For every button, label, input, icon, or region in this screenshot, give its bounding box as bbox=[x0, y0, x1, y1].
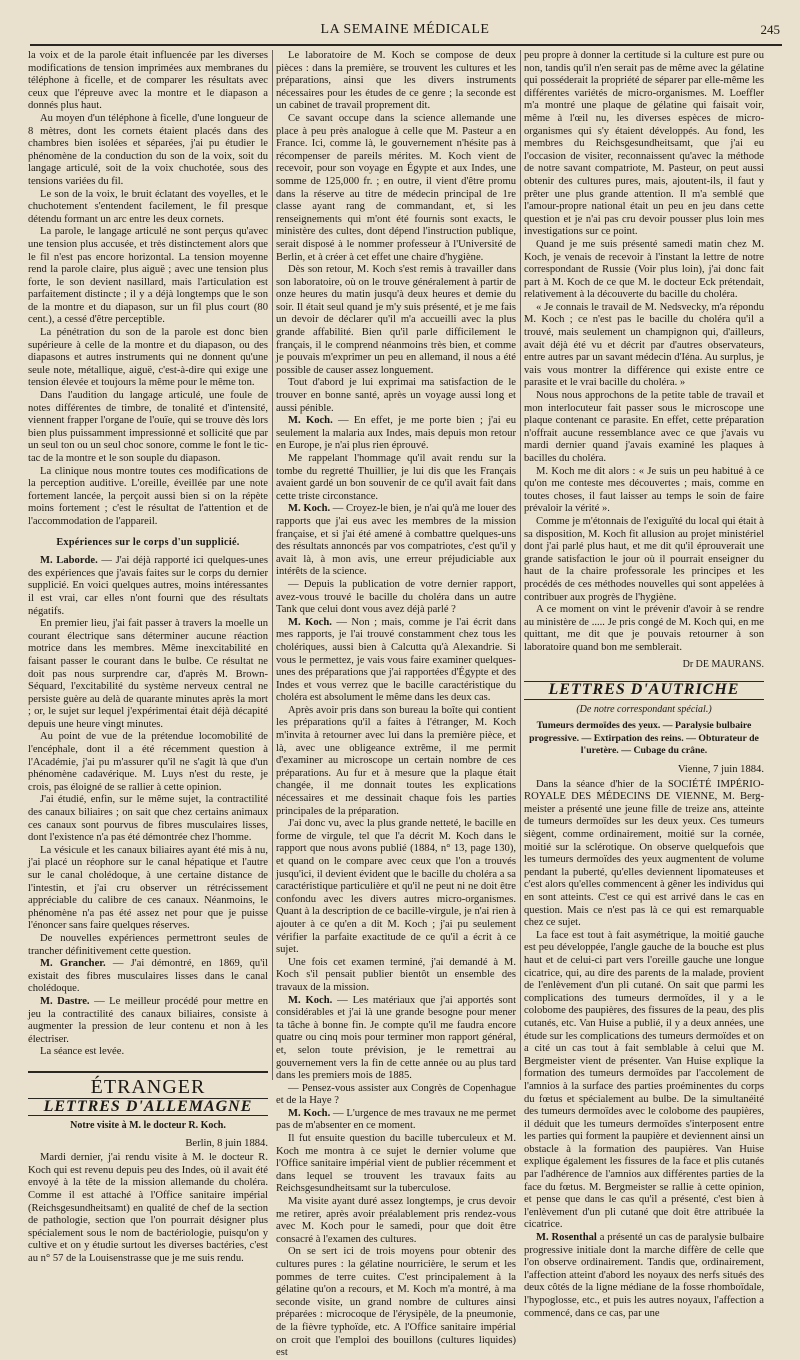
section-subheading: Expériences sur le corps d'un supplicié. bbox=[56, 536, 240, 548]
paragraph: — Pensez-vous assister aux Congrès de Copenhague et de la Haye ? bbox=[276, 1082, 516, 1107]
paragraph: Au moyen d'un téléphone à ficelle, d'une longueur de 8 mètres, dont les cornets étaient placés dans des chambres bien isolées et séparées, j'ai pu étudier le phénomène de la conduction du son de la voix, soit du langage articulé, soit de la voix chuchotée, sous des tensions variées du fil. bbox=[28, 112, 268, 187]
column-divider bbox=[520, 50, 521, 1080]
paragraph bbox=[276, 1108, 516, 1133]
paragraph: Ma visite ayant duré assez longtemps, je crus devoir me retirer, après avoir préalablement pris rendez-vous avec M. Koch pour le samedi, pour que doit être consacré à l'examen des cultures. bbox=[276, 1196, 516, 1245]
paragraph: Il fut ensuite question du bacille tuberculeux et M. Koch me montra à ce sujet le dernier volume que l'Office sanitaire impérial vient de publier récemment et dans lequel se trouvent les travaux faits au Reichsgesundheitsamt sur la tuberculose. bbox=[276, 1133, 516, 1195]
journal-title: LA SEMAINE MÉDICALE bbox=[320, 22, 490, 37]
paragraph: Dans l'audition du langage articulé, une foule de notes différentes de timbre, de tonalité et d'intensité, viennent frapper l'organe de l'ouïe, qui se trouve dès lors bien plus puissamment impressionné et sollicité que par un seul ton ou un seul choc sonore, comme le font le tic-tac de la montre et le son souple du diapason. bbox=[28, 390, 268, 464]
paragraph: Le laboratoire de M. Koch se compose de deux pièces : dans la première, se trouvent les cultures et les préparations, ainsi que les divers instruments nécessaires pour les études de ce genre ; la seconde est un cabinet de travail proprement dit. bbox=[276, 50, 516, 112]
column-1 bbox=[28, 50, 268, 1265]
paragraph: De nouvelles expériences permettront seules de trancher définitivement cette question. bbox=[28, 932, 268, 957]
paragraph: Tout d'abord je lui exprimai ma satisfaction de le trouver en bonne santé, après un voyage aussi long et aussi pénible. bbox=[276, 377, 516, 414]
speaker: M. Grancher. bbox=[40, 958, 106, 970]
paragraph: En premier lieu, j'ai fait passer à travers la moelle un courant électrique sans déterminer aucune réaction motrice dans les membres. Même inexcitabilité en faisant passer le courant dans le bulbe. Ce résultat ne doit pas nous surprendre car, d'après M. Brown-Séquard, l'excitabilité du système nerveux central ne persiste guère au delà de quarante minutes après la mort ; or, le sujet sur lequel j'expérimentai était déjà décapité depuis une heure vingt minutes. bbox=[28, 618, 268, 730]
paragraph-text: a présenté un cas de paralysie bulbaire progressive initiale dont la marche diffère de celle que l'on observe ordinairement. Tandis que, ordinairement, l'affection atteint d'abord les noyaux des nerfs situés des deux côtés de la ligne médiane de la fosse rhomboïdale, l'hypoglosse, etc., et puis les autres noyaux, l'affection a commencé, dans ce cas, par une bbox=[524, 1232, 764, 1319]
paragraph: Mardi dernier, j'ai rendu visite à M. le docteur R. Koch qui est revenu depuis peu des Indes, où il avait été envoyé à la tête de la mission allemande du choléra. Comme il est attaché à l'Office sanitaire impérial (Reichsgesundheitsamt) en qualité de chef de la section de pathologie, section que l'on pourrait désigner plus spécialement sous le nom de bactériologie, puisqu'on y cultive et on y étudie surtout les diverses bactéries, c'est au n° 57 de la Louisenstrasse que je me suis rendu. bbox=[28, 1152, 268, 1265]
paragraph bbox=[28, 555, 268, 618]
speaker: M. Koch. bbox=[288, 1107, 331, 1119]
speaker: M. Koch. bbox=[288, 994, 333, 1006]
dateline: Vienne, 7 juin 1884. bbox=[677, 764, 764, 776]
paragraph-text: — En effet, je me porte bien ; j'ai eu seulement la malaria aux Indes, mais depuis mon retour en Europe, je n'ai plus rien éprouvé. bbox=[276, 415, 516, 452]
paragraph: peu propre à donner la certitude si la culture est pure ou non, tandis qu'il n'en serait pas de même avec la gélatine qui posséderait la propriété de séparer par elle-même les différentes variétés de micro-organismes. M. Loeffler m'a montré une plaque de gélatine qui faisait voir, même à l'œil nu, les diverses espèces de micro-organismes qui s'y étaient développés. Au fond, les membres du Reichsgesundheitsamt, que j'ai eu l'occasion de visiter, reconnaissent qu'avec la méthode de notre savant compatriote, M. Pasteur, on peut aussi obtenir des cultures pures, mais, ajoutent-ils, il faut y prêter une plus grande attention. Il m'a semblé que l'amour-propre national était un peu en jeu dans cette question et je n'ai pas cru devoir pousser plus loin mes investigations sur ce point. bbox=[524, 50, 764, 238]
speaker: M. Dastre. bbox=[40, 995, 90, 1007]
paragraph: Le son de la voix, le bruit éclatant des voyelles, et le chuchotement s'entendent facilement, le fil presque détendu formant un arc entre les deux cornets. bbox=[28, 188, 268, 225]
paragraph: Une fois cet examen terminé, j'ai demandé à M. Koch s'il pensait publier bientôt un ensemble des travaux de la mission. bbox=[276, 956, 516, 993]
paragraph: « Je connais le travail de M. Nedsvecky, m'a répondu M. Koch ; ce n'est pas le bacille du choléra qu'il a trouvé, mais seulement un champignon qui, d'ailleurs, avait déjà été vu et décrit par d'autres observateurs, entre autres par un savant médecin d'Iéna. Au surplus, je vais vous montrer la différence qui existe entre ce parasite et le vrai bacille du choléra. » bbox=[524, 301, 764, 389]
paragraph bbox=[524, 1232, 764, 1320]
paragraph: A ce moment on vint le prévenir d'avoir à se rendre au ministère de ..... Je pris congé de M. Koch qui, en me quittant, me dit que je pouvais retourner à son laboratoire quand bon me semblerait. bbox=[524, 604, 764, 653]
letters-title: LETTRES D'ALLEMAGNE bbox=[28, 1098, 268, 1117]
column-2 bbox=[276, 50, 517, 1359]
paragraph-text: — Les matériaux que j'ai apportés sont considérables et j'ai là une grande besogne pour mener ta tâche à bonne fin. Je compte qu'il me faudra encore quatre ou cinq mois pour terminer mon rapport général, et, selon toute prévision, je le remettrai au gouvernement vers la fin de cette année ou au plus tard dans les premiers mois de 1885. bbox=[276, 994, 517, 1082]
paragraph: La vésicule et les canaux biliaires ayant été mis à nu, j'ai placé un réophore sur le canal hépatique et l'autre sur le canal cholédoque, à une certaine distance de l'intestin, et j'ai cru observer un rétrécissement appréciable du calibre de ces canaux. Néanmoins, le phénomène n'a pas été assez net pour que je puisse l'énoncer sans faire quelques réserves. bbox=[28, 844, 268, 932]
paragraph: Au point de vue de la prétendue locomobilité de l'encéphale, dont il a été récemment question à l'Académie, j'ai pu m'assurer qu'il ne s'agit là que d'un phénomène cadavérique. M. Luys n'est du reste, je crois, pas éloigné de se rallier à cette opinion. bbox=[28, 731, 268, 793]
paragraph-text: — Non ; mais, comme je l'ai écrit dans mes rapports, je l'ai trouvé constamment chez tous les cholériques, aussi bien à Calcutta qu'à Alexandrie. Si vous le permettez, je vais vous faire examiner quelques-unes des préparations que j'ai rapportées d'Égypte et des Indes et vous verrez que le bacille caractéristique du choléra est absolument le même dans les deux cas. bbox=[276, 616, 516, 704]
paragraph bbox=[28, 996, 268, 1046]
speaker: M. Laborde. bbox=[40, 555, 98, 567]
column-3 bbox=[524, 50, 764, 1319]
paragraph: La parole, le langage articulé ne sont perçus qu'avec une tension plus accusée, et très distinctement alors que le fil n'est pas encore horizontal. La tension moyenne rend la parole claire, plus aiguë ; avec une tension plus forte, le son devient nasillard, mais l'articulation est parfaitement distincte ; il y a déjà longtemps que le son de la montre et du diapason, sur un fil plus court (80 cent.), a cessé d'être perceptible. bbox=[28, 226, 268, 326]
paragraph: Dans la séance d'hier de la SOCIÉTÉ IMPÉRIO-ROYALE DES MÉDECINS DE VIENNE, M. Berg-meister a présenté une jeune fille de treize ans, atteinte de tumeurs dermoïdes sur les deux yeux. Ces tumeurs siègent, comme ordinairement, moitié sur la cornée, moitié sur la sclérotique. On observe quelquefois que les tumeurs dermoïdes des yeux augmentent de volume pendant la puberté, qu'elles deviennent lipomateuses et c'est alors qu'elles commencent à gêner les individus qui en sont atteints. C'est ce qui est arrivé dans le cas en question. Mais ce n'est pas là ce qui est remarquable chez ce sujet. bbox=[524, 778, 764, 929]
paragraph: J'ai donc vu, avec la plus grande netteté, le bacille en forme de virgule, tel que l'a décrit M. Koch dans le rapport que nous avons publié (1884, n° 13, page 130), et quand on le compare avec ceux que l'on a trouvés jusqu'ici, il devient évident que le bacille du choléra a sa caractéristique particulière et qu'il ne peut ni ne doit être confondu avec les divers autres micro-organismes. Quant à la description de ce bacille-virgule, je n'ai rien à ajouter à ce qu'en a dit M. Koch ; j'ai pu seulement vérifier la parfaite exactitude de ce qu'il a écrit à ce sujet. bbox=[276, 818, 516, 956]
paragraph: Ce savant occupe dans la science allemande une place à peu près analogue à celle que M. Pasteur a en France. Ici, comme là, le gouvernement n'hésite pas à récompenser de pareils mérites. M. Koch vient de recevoir, pour son voyage en Égypte et aux Indes, une somme de 125,000 fr. ; en outre, il vient d'être promu dans la réserve au titre de médecin principal de 1re classe ayant rang de commandant, et, si les renseignements qui m'ont été fournis sont exacts, le ministère des cultes, dont dépend l'instruction publique, serait disposé à le nommer professeur à l'Université de Berlin, et à créer à cet effet une chaire d'hygiène. bbox=[276, 112, 516, 263]
paragraph: — Depuis la publication de votre dernier rapport, avez-vous trouvé le bacille du choléra dans un autre Tank que celui dont vous avez déjà parlé ? bbox=[276, 578, 516, 616]
signature: Dr DE MAURANS. bbox=[682, 658, 764, 670]
paragraph: Me rappelant l'hommage qu'il avait rendu sur la tombe du regretté Thuillier, je lui dis que les Français avaient gardé un bon souvenir de ce qu'il avait fait dans cette triste circonstance. bbox=[276, 453, 516, 502]
paragraph: Dès son retour, M. Koch s'est remis à travailler dans son laboratoire, où on le trouve généralement à partir de onze heures du matin jusqu'à deux heures et demie du soir. Il était seul quand je m'y suis présenté, et je me fais un devoir de déclarer qu'il m'a accueilli avec la plus grande affabilité. Bien qu'il parle difficilement le français, il le comprend néanmoins très bien, et comme je pouvais m'exprimer un peu en allemand, il nous a été possible de causer assez longuement. bbox=[276, 264, 516, 376]
paragraph: La pénétration du son de la parole est donc bien supérieure à celle de la montre et du diapason, ou des diapasons et autres instruments qui ne donnent qu'une seule note, métallique, aiguë, c'est-à-dire qui exige une tension élevée et toujours la même pour le même ton. bbox=[28, 327, 268, 389]
paragraph: la voix et de la parole était influencée par les diverses modifications de tension imprimées aux membranes du téléphone à ficelle, et de comparer les résultats avec ceux que l'épreuve avec la montre et le diapason a donnés plus haut. bbox=[28, 50, 268, 112]
paragraph bbox=[276, 617, 516, 705]
paragraph: La face est tout à fait asymétrique, la moitié gauche est peu développée, l'angle gauche de la bouche est plus haut et de celui-ci part vers l'oreille gauche une longue cicatrice, qui, au dire des parents de la malade, provient de l'enlèvement d'un pli cutané. On sait que parmi les complications des tumeurs dermoïdes, il y a le colobome des paupières, des fissures de la peau, des plis cutanés, etc. Van Huise a publié, il y a deux années, une étude sur les complications des tumeurs dermoïdes et on a cité un cas tout à fait semblable à celui que M. Bergmeister vient de présenter. Van Huise explique la formation des tumeurs dermoïdes par l'accolement de l'amnios à la surface des parties proéminentes du corps du fœtus et spécialement au bulbe. De la simultanéité des tumeurs dermoïdes avec le colobome des paupières, il déduit que les tumeurs dermoïdes s'interposent entre les parties qui forment la paupière et deviennent ainsi un obstacle à la formation des paupières. Van Huise explique également les fissures de la face et plis cutanés par l'adhérence de l'amnios aux différentes parties de la face du fœtus. M. Bergmeister se rallie à cette opinion, et pense que dans le cas qu'il a présenté, c'est bien à l'enlèvement d'un pli cutané que doit être attribuée la cicatrice. bbox=[524, 929, 764, 1231]
paragraph: Nous nous approchons de la petite table de travail et mon interlocuteur fait passer sous le microscope une plaque contenant ce parasite. En effet, cette préparation n'offrait aucune ressemblance avec ce que j'avais vu mardi dernier quand j'avais examiné les plaques à bacilles du choléra. bbox=[524, 390, 764, 464]
paragraph: M. Koch me dit alors : « Je suis un peu habitué à ce qu'on me conteste mes découvertes ; mais, comme en toutes choses, il faut laisser au temps le soin de faire prévaloir la vérité ». bbox=[524, 465, 764, 515]
paragraph bbox=[28, 958, 268, 996]
header-rule bbox=[30, 44, 782, 46]
paragraph: Comme je m'étonnais de l'exiguïté du local qui était à sa disposition, M. Koch fit allusion au projet ministériel dont j'ai parlé plus haut, et me dit qu'il éprouverait une grande satisfaction le jour où il pourrait enseigner du haut de la chaire professorale les principes et les procédés de ces méthodes nouvelles qui sont appelées à contribuer aux progrès de l'hygiène. bbox=[524, 515, 764, 603]
paragraph bbox=[276, 995, 516, 1083]
paragraph: J'ai étudié, enfin, sur le même sujet, la contractilité des canaux biliaires ; on sait que chez certains animaux ces canaux sont pourvus de fibres musculaires lisses, dont l'existence n'a pas été démontrée chez l'homme. bbox=[28, 794, 268, 844]
paragraph: La séance est levée. bbox=[40, 1046, 125, 1058]
section-title: ÉTRANGER bbox=[28, 1071, 268, 1094]
correspondent-note: (De notre correspondant spécial.) bbox=[576, 703, 712, 715]
page-number: 245 bbox=[760, 22, 780, 37]
paragraph: On se sert ici de trois moyens pour obtenir des cultures pures : la gélatine nourricière, le serum et les pommes de terre cuites. C'est principalement à la gélatine qu'on a recours, et M. Koch m'a montré, à ma seconde visite, un grand nombre de cultures ainsi préparées : microcoque de l'érysipèle, de la pneumonie, de la fièvre typhoïde, etc. A l'Office sanitaire impérial on croit que l'emploi des bouillons (cultures liquides) est bbox=[276, 1246, 516, 1359]
speaker: M. Koch. bbox=[288, 415, 333, 427]
masthead bbox=[30, 22, 780, 40]
paragraph-text: — Le meilleur procédé pour mettre en jeu la contractilité des canaux biliaires, consiste à augmenter la pression de leur contenu et non à les électriser. bbox=[28, 995, 268, 1045]
letters-subtitle: Notre visite à M. le docteur R. Koch. bbox=[70, 1120, 226, 1132]
speaker: M. Rosenthal bbox=[536, 1232, 597, 1244]
letters-subjects: Tumeurs dermoïdes des yeux. — Paralysie bulbaire progressive. — Extirpation des reins. — Obturateur de l'uretère. — Cubage du crâne. bbox=[529, 720, 759, 757]
speaker: M. Koch. bbox=[288, 616, 332, 628]
paragraph-text: — J'ai démontré, en 1869, qu'il existait des fibres musculaires lisses dans le canal cholédoque. bbox=[28, 958, 268, 995]
paragraph: Quand je me suis présenté samedi matin chez M. Koch, je venais de recevoir à l'instant la lettre de notre correspondant de Russie (Voir plus loin), j'ai donc fait part à M. Koch de ce que M. le docteur Eck prétendait, relativement à la découverte du bacille du choléra. bbox=[524, 238, 764, 301]
paragraph-text: — L'urgence de mes travaux ne me permet pas de m'absenter en ce moment. bbox=[276, 1107, 516, 1132]
paragraph bbox=[276, 503, 516, 579]
paragraph-text: — J'ai déjà rapporté ici quelques-unes des expériences que j'avais faites sur le corps du dernier supplicié. En voici quelques autres, moins intéressantes il est vrai, car elles n'ont fourni que des résultats négatifs. bbox=[28, 555, 268, 617]
speaker: M. Koch. bbox=[288, 503, 331, 515]
dateline: Berlin, 8 juin 1884. bbox=[185, 1137, 268, 1149]
column-divider bbox=[272, 50, 273, 1080]
letters-title: LETTRES D'AUTRICHE bbox=[524, 681, 764, 700]
paragraph bbox=[276, 415, 516, 453]
paragraph-text: — Croyez-le bien, je n'ai qu'à me louer des rapports que j'ai eus avec les membres de la mission française, et si j'ai été amené à combattre quelques-uns des résultats annoncés par vos compatriotes, c'est qu'il y avait là, à mon avis, une erreur préjudiciable aux intérêts de la science. bbox=[276, 503, 516, 578]
paragraph: La clinique nous montre toutes ces modifications de la perception auditive. L'oreille, éveillée par une note fortement lancée, la perçoit aussi bien si on la répète moins fortement ; c'est le résultat de l'attention et de l'accommodation de l'appareil. bbox=[28, 465, 268, 527]
paragraph: Après avoir pris dans son bureau la boîte qui contient les préparations qu'il a faites à l'étranger, M. Koch m'invita à retourner avec lui dans la première pièce, et là, avec une obligeance extrême, il me permit d'examiner au microscope un certain nombre de ces préparations. Au fur et à mesure que la plaque était changée, il me donnait toutes les explications nécessaires et me dessinait chaque fois les parties principales de la préparation. bbox=[276, 704, 516, 817]
